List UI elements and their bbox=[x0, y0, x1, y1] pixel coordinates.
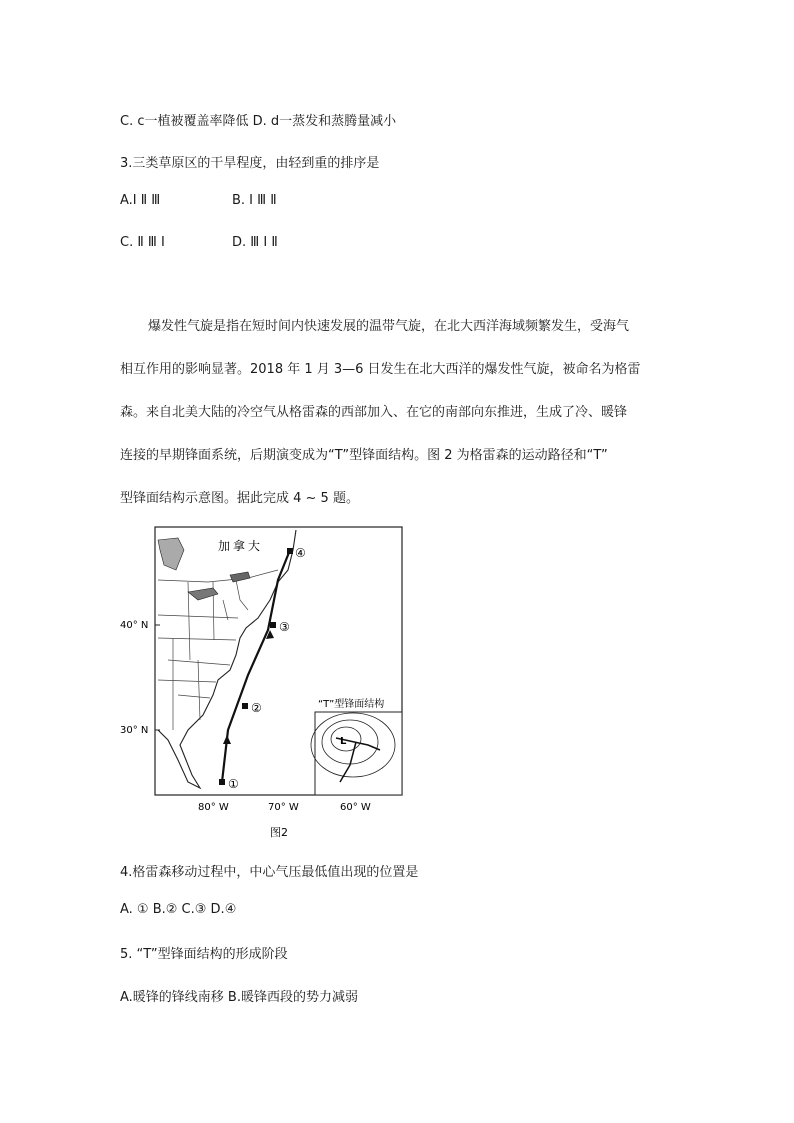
passage-line-4: 连接的早期锋面系统，后期演变成为“T”型锋面结构。图 2 为格雷森的运动路径和“T” bbox=[120, 448, 608, 463]
q3-option-a: A.Ⅰ Ⅱ Ⅲ bbox=[120, 193, 161, 208]
q4-stem: 4.格雷森移动过程中，中心气压最低值出现的位置是 bbox=[120, 865, 419, 880]
track-point-2-label: ② bbox=[251, 701, 262, 715]
longitude-70-label: 70° W bbox=[268, 802, 299, 813]
track-point-4-marker bbox=[287, 548, 293, 554]
track-arrow-1 bbox=[223, 735, 231, 744]
q4-options: A. ① B.② C.③ D.④ bbox=[120, 902, 237, 917]
region-label-canada: 加拿大 bbox=[218, 539, 264, 553]
figure-2-map bbox=[118, 520, 418, 840]
inset-frame bbox=[315, 712, 402, 795]
passage-line-5: 型锋面结构示意图。据此完成 4 ~ 5 题。 bbox=[120, 491, 359, 506]
q5-options-ab: A.暖锋的锋线南移 B.暖锋西段的势力减弱 bbox=[120, 990, 358, 1005]
q3-option-d: D. Ⅲ Ⅰ Ⅱ bbox=[232, 235, 278, 250]
longitude-80-label: 80° W bbox=[198, 802, 229, 813]
q3-option-b: B. Ⅰ Ⅲ Ⅱ bbox=[232, 193, 277, 208]
figure-caption: 图2 bbox=[270, 826, 288, 839]
great-lake-east bbox=[230, 572, 250, 582]
longitude-60-label: 60° W bbox=[340, 802, 371, 813]
track-point-1-marker bbox=[219, 779, 225, 785]
q3-stem: 3.三类草原区的干旱程度，由轻到重的排序是 bbox=[120, 156, 380, 171]
track-point-3-marker bbox=[270, 622, 276, 628]
passage-line-3: 森。来自北美大陆的冷空气从格雷森的西部加入、在它的南部向东推进，生成了冷、暖锋 bbox=[120, 405, 628, 420]
q2-options-cd: C. c一植被覆盖率降低 D. d一蒸发和蒸腾量减小 bbox=[120, 114, 397, 129]
great-lake-north bbox=[158, 538, 184, 570]
track-point-3-label: ③ bbox=[279, 620, 290, 634]
latitude-30-label: 30° N bbox=[120, 725, 149, 736]
storm-track bbox=[222, 550, 290, 782]
passage-line-2: 相互作用的影响显著。2018 年 1 月 3—6 日发生在北大西洋的爆发性气旋，被命名为格雷 bbox=[120, 362, 641, 377]
inset-title: “T”型锋面结构 bbox=[318, 699, 385, 710]
track-point-2-marker bbox=[242, 703, 248, 709]
coastline bbox=[158, 530, 296, 788]
inset-low-center-label: L bbox=[340, 736, 347, 747]
track-point-1-label: ① bbox=[228, 777, 239, 791]
latitude-40-label: 40° N bbox=[120, 620, 149, 631]
track-point-4-label: ④ bbox=[295, 546, 306, 560]
passage bbox=[120, 316, 680, 531]
q5-stem: 5. “T”型锋面结构的形成阶段 bbox=[120, 947, 288, 962]
passage-line-1: 爆发性气旋是指在短时间内快速发展的温带气旋，在北大西洋海域频繁发生，受海气 bbox=[148, 319, 630, 334]
q3-option-c: C. Ⅱ Ⅲ Ⅰ bbox=[120, 235, 165, 250]
q3-options-row2 bbox=[120, 235, 278, 250]
q3-options-row1 bbox=[120, 193, 277, 208]
